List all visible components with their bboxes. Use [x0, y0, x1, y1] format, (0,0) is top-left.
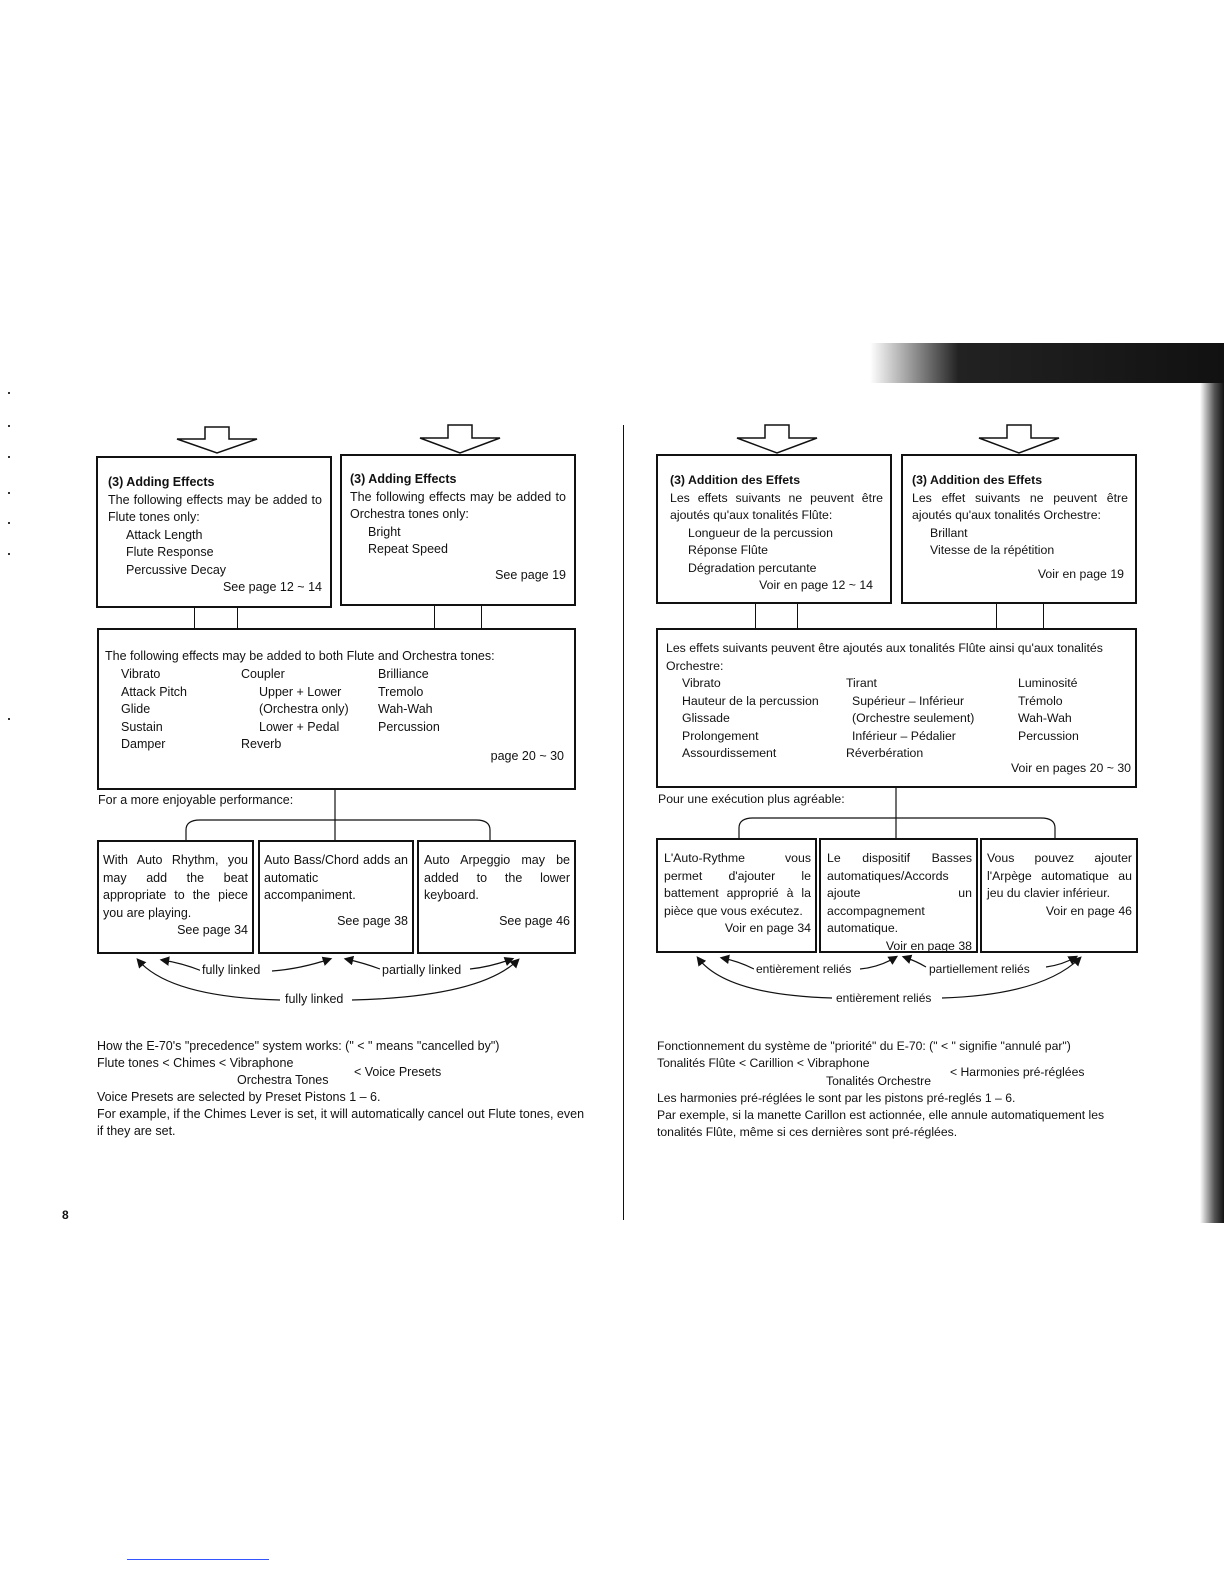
fr-auto-bass-box: [819, 838, 978, 953]
fully-linked-label: fully linked: [202, 963, 261, 977]
precedence-line-3: Voice Presets are selected by Preset Pistons 1 – 6.: [97, 1090, 381, 1104]
effect-item: Lower + Pedal: [259, 719, 340, 734]
effect-item: Percussion: [1018, 728, 1079, 743]
box-intro: The following effects may be added to Flute tones only:: [108, 492, 322, 524]
down-arrow-icon: [175, 426, 259, 454]
effect-item: Réverbération: [846, 746, 924, 760]
see-page: See page 46: [499, 913, 570, 928]
box-intro: The following effects may be added to both Flute and Orchestra tones:: [105, 649, 495, 663]
effect-item: Luminosité: [1018, 676, 1078, 690]
effect-item: Attack Length: [126, 527, 203, 542]
effect-item: Damper: [121, 737, 166, 751]
branch-connector: [735, 788, 1061, 840]
effects-col-2: [846, 675, 974, 763]
connector: [1043, 603, 1044, 629]
effect-item: Vibrato: [682, 676, 721, 690]
effect-item: Hauteur de la percussion: [682, 693, 819, 708]
effect-item: Percussion: [378, 719, 440, 734]
page-number: 8: [62, 1208, 69, 1222]
see-page: See page 19: [495, 567, 566, 582]
en-both-effects-box: [97, 628, 576, 790]
enjoyable-caption: Pour une exécution plus agréable:: [658, 792, 845, 806]
feature-text: Vous pouvez ajouter l'Arpège automatique au jeu du clavier inférieur.: [987, 851, 1132, 900]
effect-item: Réponse Flûte: [688, 543, 768, 557]
effects-col-2: [241, 666, 349, 754]
see-page: See page 38: [337, 913, 408, 928]
effect-item: Vibrato: [121, 667, 161, 681]
effect-item: Sustain: [121, 719, 163, 734]
en-flute-effects-box: [96, 456, 332, 608]
connector: [194, 607, 195, 629]
effect-item: Bright: [368, 524, 401, 539]
box-heading: (3) Addition des Effets: [912, 473, 1043, 487]
partially-linked-label: partiellement reliés: [929, 962, 1030, 976]
fr-auto-arpeggio-box: [980, 838, 1138, 953]
feature-text: Auto Arpeggio may be added to the lower keyboard.: [424, 853, 570, 902]
en-auto-rhythm-box: [97, 840, 254, 954]
connector: [434, 605, 435, 629]
effect-item: Prolongement: [682, 728, 759, 743]
box-intro: Les effets suivants ne peuvent être ajoutés qu'aux tonalités Flûte:: [670, 490, 883, 522]
precedence-line-4: For example, if the Chimes Lever is set, it will automatically cancel out Flute tones, even if they are set.: [97, 1107, 585, 1138]
see-page: page 20 ~ 30: [490, 749, 564, 763]
effect-item: Glide: [121, 702, 151, 716]
effect-item: Brillant: [930, 525, 968, 540]
effect-item: Flute Response: [126, 545, 214, 559]
precedence-title: Fonctionnement du système de "priorité" du E-70: (" < " signifie "annulé par"): [657, 1039, 1071, 1053]
fr-flute-effects-box: [656, 454, 892, 604]
fr-both-effects-box: [656, 628, 1137, 788]
effect-item: Inférieur – Pédalier: [852, 728, 956, 743]
feature-text: Auto Bass/Chord adds an automatic accompaniment.: [264, 853, 408, 902]
connector: [481, 605, 482, 629]
effect-item: Wah-Wah: [378, 702, 433, 716]
see-page: Voir en page 19: [1037, 566, 1124, 581]
connector: [996, 603, 997, 629]
see-page: See page 34: [177, 923, 248, 937]
connector: [237, 607, 238, 629]
precedence-line-3: Les harmonies pré-réglées le sont par les pistons pré-reglés 1 – 6.: [657, 1091, 1016, 1105]
effects-col-3: [1018, 675, 1079, 745]
effect-item: Trémolo: [1018, 693, 1063, 708]
effect-item: Vitesse de la répétition: [930, 543, 1055, 557]
box-intro: Les effets suivants peuvent être ajoutés aux tonalités Flûte ainsi qu'aux tonalités Orchestre:: [666, 641, 1103, 673]
precedence-voice-presets: < Harmonies pré-réglées: [950, 1065, 1085, 1079]
box-heading: (3) Adding Effects: [108, 475, 215, 489]
branch-connector: [176, 790, 502, 842]
en-auto-bass-box: [258, 840, 414, 954]
box-intro: Les effet suivants ne peuvent être ajoutés qu'aux tonalités Orchestre:: [912, 490, 1128, 522]
precedence-title: How the E-70's "precedence" system works: (" < " means "cancelled by"): [97, 1039, 500, 1053]
effect-item: Wah-Wah: [1018, 711, 1072, 725]
page-divider: [623, 425, 624, 1220]
fr-auto-rhythm-box: [656, 838, 817, 953]
precedence-line-1: Flute tones < Chimes < Vibraphone: [97, 1056, 294, 1070]
effect-item: Glissade: [682, 711, 730, 725]
box-heading: (3) Addition des Effets: [670, 473, 801, 487]
see-page: Voir en page 46: [1045, 903, 1132, 918]
scan-shadow-band: [870, 343, 1224, 383]
feature-text: Le dispositif Basses automatiques/Accords ajoute un accompagnement automatique.: [827, 851, 972, 935]
effect-item: Dégradation percutante: [688, 560, 817, 575]
enjoyable-caption: For a more enjoyable performance:: [98, 793, 294, 807]
effect-item: Repeat Speed: [368, 542, 448, 556]
see-page: Voir en page 34: [724, 921, 811, 935]
feature-text: With Auto Rhythm, you may add the beat appropriate to the piece you are playing.: [103, 853, 248, 920]
effect-item: Brilliance: [378, 667, 429, 681]
footer-rule: [127, 1559, 269, 1560]
partially-linked-label: partially linked: [382, 963, 462, 977]
effects-col-3: [378, 666, 440, 736]
precedence-line-1: Tonalités Flûte < Carillion < Vibraphone: [657, 1056, 870, 1070]
down-arrow-icon: [735, 424, 819, 454]
box-heading: (3) Adding Effects: [350, 472, 457, 486]
effect-item: Assourdissement: [682, 746, 777, 760]
precedence-voice-presets: < Voice Presets: [354, 1065, 442, 1079]
effect-item: Reverb: [241, 737, 282, 751]
effect-item: Tirant: [846, 676, 877, 690]
fully-linked-bottom-label: entièrement reliés: [836, 991, 932, 1005]
fr-orchestra-effects-box: [901, 454, 1137, 604]
connector: [797, 603, 798, 629]
effects-col-1: [121, 666, 187, 754]
fully-linked-bottom-label: fully linked: [285, 992, 344, 1006]
effect-item: Attack Pitch: [121, 684, 187, 699]
effects-col-1: [682, 675, 819, 763]
effect-item: Coupler: [241, 667, 285, 681]
precedence-orchestra: Tonalités Orchestre: [826, 1074, 931, 1088]
down-arrow-icon: [977, 424, 1061, 454]
see-page: Voir en pages 20 ~ 30: [1011, 761, 1131, 775]
see-page: See page 12 ~ 14: [222, 580, 322, 594]
see-page: Voir en page 12 ~ 14: [759, 578, 873, 592]
effect-item: Supérieur – Inférieur: [852, 693, 965, 708]
en-orchestra-effects-box: [340, 454, 576, 606]
down-arrow-icon: [418, 424, 502, 454]
box-intro: The following effects may be added to Orchestra tones only:: [350, 489, 566, 521]
effect-item: Upper + Lower: [259, 684, 342, 699]
effect-item: Percussive Decay: [126, 562, 227, 577]
effect-item: (Orchestra only): [259, 702, 349, 716]
en-auto-arpeggio-box: [417, 840, 576, 954]
precedence-orchestra: Orchestra Tones: [237, 1073, 329, 1087]
scan-shadow-edge: [1200, 383, 1224, 1223]
connector: [755, 603, 756, 629]
fully-linked-label: entièrement reliés: [756, 962, 852, 976]
effect-item: Tremolo: [378, 684, 424, 699]
precedence-line-4: Par exemple, si la manette Carillon est actionnée, elle annule automatiquement les tonalités Flûte, même si ces dernières sont pré-réglées.: [657, 1108, 1105, 1139]
feature-text: L'Auto-Rythme vous permet d'ajouter le battement approprié à la pièce que vous exécutez.: [664, 851, 811, 918]
see-page: Voir en page 38: [885, 938, 972, 953]
effect-item: (Orchestre seulement): [852, 711, 975, 725]
effect-item: Longueur de la percussion: [688, 525, 833, 540]
